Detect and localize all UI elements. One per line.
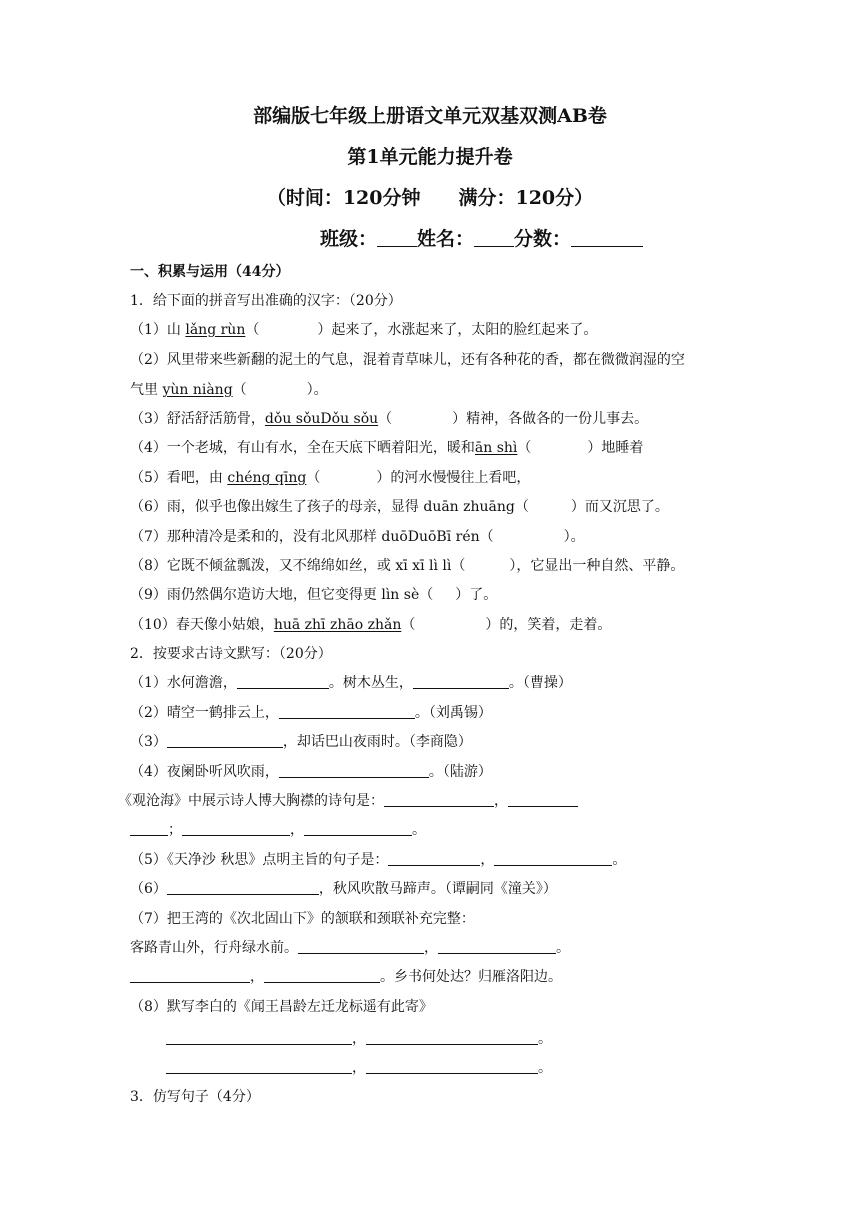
list-item: （4）夜阑卧听风吹雨， 。（陆游） (130, 764, 492, 780)
answer-blank[interactable] (438, 938, 556, 954)
answer-blank[interactable] (366, 1029, 538, 1045)
list-item: （9）雨仍然偶尔造访大地，但它变得更 lìn sè（ ）了。 (130, 587, 498, 603)
list-item: （1）水何澹澹， 。树木丛生， 。（曹操） (130, 675, 572, 691)
answer-blank[interactable] (166, 1029, 352, 1045)
list-item: ， 。 (166, 1029, 552, 1049)
question-prompt: 2．按要求古诗文默写：（20分） (130, 646, 332, 662)
answer-blank[interactable] (508, 791, 578, 807)
list-item: ； ， 。 (130, 820, 426, 840)
answer-blank[interactable] (384, 791, 494, 807)
list-item: ， 。乡书何处达？归雁洛阳边。 (130, 967, 562, 987)
list-item: （3） ，却话巴山夜雨时。（李商隐） (130, 734, 472, 750)
list-item: （1）山 lǎng rùn（ ）起来了，水涨起来了，太阳的脸红起来了。 (130, 322, 598, 338)
exam-title: 部编版七年级上册语文单元双基双测AB卷 (253, 105, 607, 127)
answer-blank[interactable] (494, 850, 612, 866)
list-item: （10）春天像小姑娘，huā zhī zhāo zhǎn（ ）的，笑着，走着。 (130, 617, 612, 633)
answer-blank[interactable] (167, 732, 283, 748)
list-item: （5）《天净沙 秋思》点明主旨的句子是： ， 。 (130, 852, 627, 868)
list-item: （5）看吧，由 chéng qīng（ ）的河水慢慢往上看吧， (130, 470, 531, 486)
question-prompt: 3．仿写句子（4分） (130, 1089, 260, 1105)
list-item: （6） ，秋风吹散马蹄声。（谭嗣同《潼关》） (130, 881, 557, 897)
list-item: 《观沧海》中展示诗人博大胸襟的诗句是： ， (118, 791, 578, 811)
question-prompt: 1．给下面的拼音写出准确的汉字：（20分） (130, 293, 402, 309)
list-item: （2）晴空一鹤排云上， 。（刘禹锡） (130, 705, 492, 721)
answer-blank[interactable] (279, 762, 429, 778)
class-label: 班级： (320, 228, 378, 250)
list-item: ， 。 (166, 1058, 552, 1078)
pinyin: lǎng rùn (185, 322, 246, 338)
answer-blank[interactable] (388, 850, 480, 866)
answer-blank[interactable] (130, 967, 250, 983)
name-label: 姓名： (417, 228, 475, 250)
answer-blank[interactable] (167, 879, 319, 895)
list-item: （8）默写李白的《闻王昌龄左迁龙标遥有此寄》 (130, 999, 433, 1015)
answer-blank[interactable] (279, 703, 415, 719)
pinyin: ān shì (474, 440, 518, 456)
list-item: （6）雨，似乎也像出嫁生了孩子的母亲，显得 duān zhuāng（ ）而又沉思了。 (130, 499, 669, 515)
answer-blank[interactable] (413, 673, 509, 689)
exam-time-score: （时间：120分钟 满分：120分） (266, 187, 594, 209)
pinyin: yùn niàng (162, 382, 233, 398)
list-item: （3）舒活舒活筋骨，dǒu sǒuDǒu sǒu（ ）精神，各做各的一份儿事去。 (130, 411, 649, 427)
answer-blank[interactable] (182, 820, 290, 836)
student-info-row (320, 227, 643, 251)
score-blank[interactable] (571, 231, 643, 247)
pinyin: dǒu sǒuDǒu sǒu (264, 411, 379, 427)
answer-blank[interactable] (237, 673, 329, 689)
pinyin: chéng qīng (227, 470, 307, 486)
answer-blank[interactable] (298, 938, 424, 954)
list-item: （4）一个老城，有山有水，全在天底下晒着阳光，暖和ān shì（ ）地睡着 (130, 440, 644, 456)
score-label: 分数： (514, 228, 572, 250)
answer-blank[interactable] (264, 967, 380, 983)
exam-subtitle: 第1单元能力提升卷 (347, 146, 513, 168)
section-heading: 一、积累与运用（44分） (130, 264, 290, 280)
list-item: 客路青山外，行舟绿水前。 ， 。 (130, 940, 570, 956)
list-item: （8）它既不倾盆瓢泼，又不绵绵如丝，或 xī xī lì lì（ ），它显出一种自然、平静。 (130, 558, 685, 574)
answer-blank[interactable] (166, 1058, 352, 1074)
list-item: 气里 yùn niàng（ ）。 (130, 382, 328, 398)
answer-blank[interactable] (366, 1058, 538, 1074)
list-item: （7）那种清冷是柔和的，没有北风那样 duōDuōBī rén（ ）。 (130, 529, 585, 545)
answer-blank[interactable] (130, 820, 168, 836)
name-blank[interactable] (474, 231, 514, 247)
list-item: （7）把王湾的《次北固山下》的颔联和颈联补充完整： (130, 911, 475, 927)
list-item: （2）风里带来些新翻的泥土的气息，混着青草味儿，还有各种花的香，都在微微润湿的空 (130, 352, 685, 368)
pinyin: huā zhī zhāo zhǎn (273, 617, 402, 633)
class-blank[interactable] (377, 231, 417, 247)
answer-blank[interactable] (304, 820, 412, 836)
